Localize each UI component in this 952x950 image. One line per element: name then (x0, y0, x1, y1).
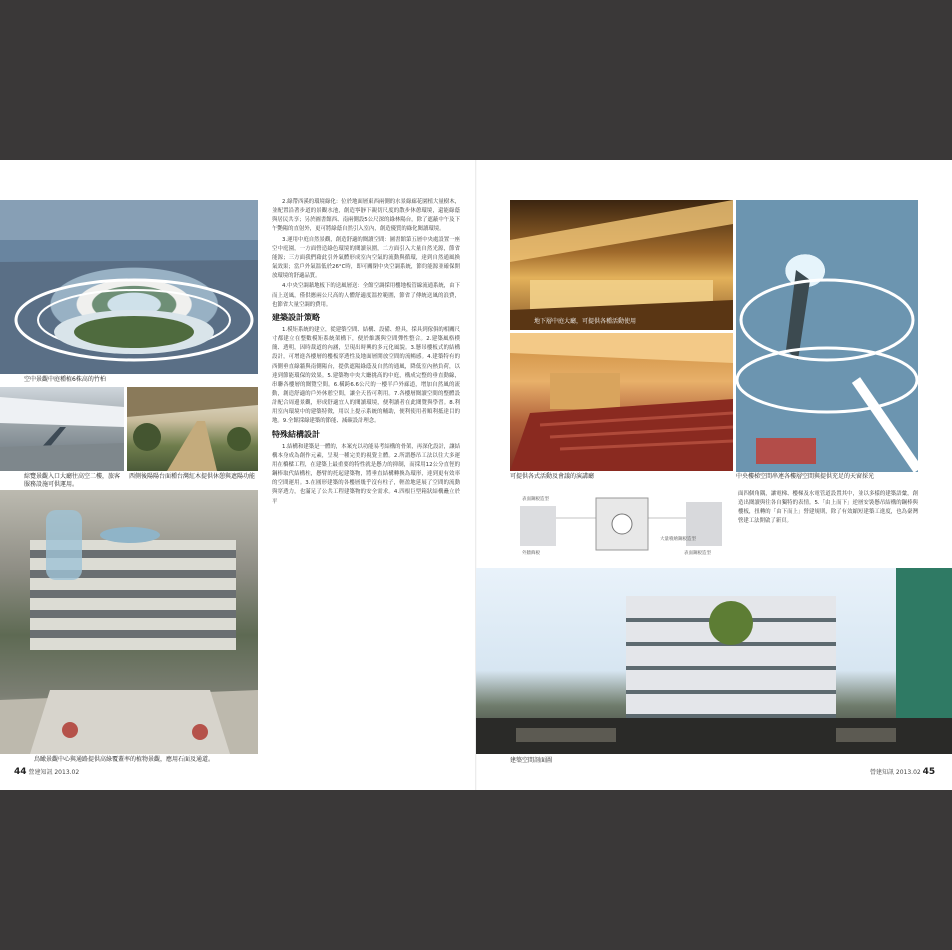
aerial-caption: 鳥瞰景觀中心與通路提供高綠覆蓋率的植物景觀，應用石面及通道。 (34, 756, 215, 763)
bottom-dark-band (0, 790, 952, 950)
skylight-stair-photo (736, 200, 918, 472)
lobby-photo (510, 200, 733, 330)
paragraph: 4.中央空調藉地板下的送風層送：全館空調採用樓地板管線流通系統，由下而上送風，僅供應兩公尺高的人體舒適度溫控範圍，節省了傳統送風的浪費，也節省大量空調的費用。 (272, 283, 460, 308)
pattern-label-3: 大量噴繪鋼板造型 (660, 537, 696, 542)
publication-name: 營建知訊 2013.02 (28, 769, 80, 776)
aerial-building-photo (0, 490, 258, 754)
entrance-caption: 綜覽景觀入口大廳往高空二樓，旅客服務設施可供運用。 (24, 473, 121, 488)
paragraph: 1.結構和建築是一體的，本案充以功能易考結構的骨架，再深化設計，讓結構本身成為創作元素，呈現一種完美的視覺主體。2.所謂懸吊工法以往大多運用在橋樑工程，在建築上最重要的特性就是懸力的抑制，而採用12公分直徑的鋼棒取代結構柱，懸臂的托起建築物，將垂直結構轉換為環形，達到更有效率的空間運用。3.在圓形建築的各樓層幾乎沒有柱子，輕盈地延展了空間的流動與穿透力，也滿足了公共工程建築物的安全需求。4.四根巨型箱狀結構矗立於平 (272, 443, 460, 505)
text-column-right-page (738, 490, 918, 528)
atrium-photo (0, 200, 258, 374)
pattern-label-2: 外牆飾板 (522, 551, 540, 556)
paragraph: 3.運用中庭自然景觀，創造舒適的閱讀空間：圖書館第五層中央處設置一座空中庭園，一方面營造綠色環境的閱讀氛圍，二方面引入大量自然光源，節省能源；三方面我們藉此引外氣體形成室內空氣的流動與循環，達到自然通風換氣效果；當戶外氣溫低於26°C時，即可關閉中央空調系統，節約能源並確保開放環境的舒適品質。 (272, 236, 460, 280)
skylight-caption: 中央樓梯空間串連各樓層空間與提供充足的天窗採光 (736, 473, 875, 480)
left-folio (14, 767, 79, 777)
lecture-hall-caption: 可提供各式活動及會議的演講廳 (510, 473, 595, 480)
atrium-illustration (0, 200, 258, 374)
publication-name: 營建知訊 2013.02 (870, 769, 921, 776)
garden-walk-photo (127, 387, 258, 471)
top-dark-band (0, 0, 952, 160)
garden-walk-caption: 西側後陽陽台面種台灣紅木提供休憩與遮陽功能 (129, 473, 256, 480)
right-folio (870, 767, 935, 777)
entrance-photo (0, 387, 124, 471)
paragraph: 2.綠帶西溪的環境綠化：位於地面層東西兩側的水景綠廊花園植大量樹木，並配置沿著步道的景觀水池，創造寧靜下親切尺度的散步休憩環境，還能綠蔭與居民共享；另於圖書館西、南兩側設5公尺深的綠林陽台，除了遮蔽中午及下午艷陽的直射外，更可將綠蔭自然引入室內，創造優質的綠化閱讀環境。 (272, 199, 460, 233)
pattern-label-1: 表面鋼板造型 (522, 497, 549, 502)
section-caption: 建築空間剖面圖 (510, 757, 553, 764)
facade-pattern-diagram (510, 488, 733, 568)
page-number: 44 (14, 767, 27, 777)
lobby-caption: 地下層中庭大廳，可提供各種活動使用 (534, 318, 637, 325)
section-drawing (476, 568, 952, 754)
atrium-caption: 空中景觀中庭種植6株高的竹柏 (24, 376, 106, 383)
text-column-left-page (272, 198, 460, 508)
lecture-hall-photo (510, 333, 733, 471)
page-number: 45 (922, 767, 936, 777)
section-heading: 建築設計策略 (272, 312, 320, 322)
paragraph: 1.模矩系統的建立，從建築空間、結構、設備、燈具，採具到傢俱的相關尺寸都建立在整數模矩系統架構下，便於維護與空間彈性整合。2.建築風格樸簡、透明，因時裁道的內涵，呈現出時興的多元化風貌。3.懸吊樓板式的結構設計，可增進各樓層的樓板穿透性及地面層開放空間的流暢感。4.建築特有的西側垂直綠牆與南側陽台，提供遮陽綠蔭及自然的通風，降低室內熱負荷，以達到節能環保的效果。5.建築物中央大廳挑高的中庭，構成完整的垂直動線，串聯各樓層的閱覽空間。6.橫跨6.6公尺的一樓半戶外廊道，增加自然風的流動，創造舒適的戶外休憩空間，讓全天皆可利用。7.各樓層閱讀空間的整體設計配合周邊景觀，形成舒適宜人的閱讀環境，便利讀者在此閱覽與學習。8.利用室內環境中的建築特徵，用以上提示系統的輔助，便利使用者順利抵達目的地。9.全館採綠建築的節能、減碳設計理念。 (272, 326, 460, 425)
magazine-spread (0, 160, 952, 790)
section-heading: 特殊結構設計 (272, 429, 320, 439)
paragraph: 面四個角隅，讓電梯、樓梯及水電管道設置其中，並以多樣的建築語彙，創造出閱讀與往各自獨特的表情。5.「由上而下」逆層安裝懸吊結構的鋼棒與樓板，扭轉的「由下而上」營建規則，除了有效縮短建築工進度，也為臺灣營建工法開啟了新頁。 (738, 491, 918, 525)
pattern-label-4: 表面鋼板造型 (684, 551, 711, 556)
